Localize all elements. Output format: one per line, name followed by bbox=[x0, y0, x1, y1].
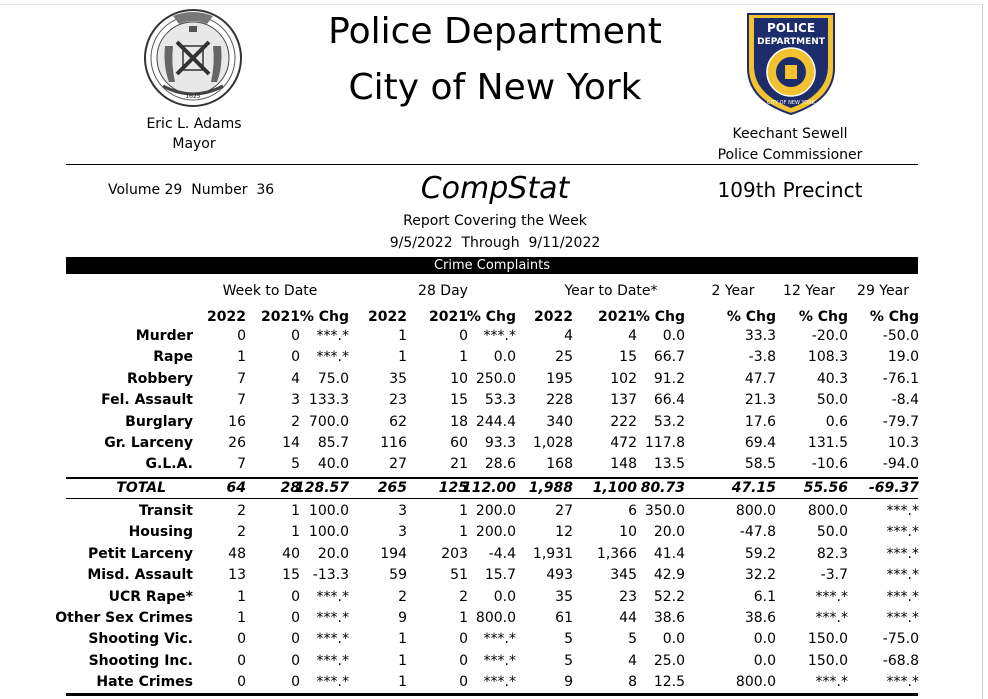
table-cell: 1 bbox=[237, 349, 246, 366]
table-cell: 3 bbox=[398, 524, 407, 541]
table-cell: 1,931 bbox=[532, 545, 573, 562]
table-cell: 100.0 bbox=[308, 524, 349, 541]
table-cell: 55.56 bbox=[803, 480, 848, 496]
group-header-ytd: Year to Date* bbox=[564, 283, 658, 299]
table-cell: 85.7 bbox=[317, 435, 349, 451]
table-cell: 108.3 bbox=[807, 349, 848, 366]
row-label: Petit Larceny bbox=[88, 545, 193, 562]
table-cell: ***.* bbox=[815, 610, 848, 626]
table-cell: 15 bbox=[619, 349, 637, 366]
table-cell: -79.7 bbox=[882, 413, 919, 430]
table-cell: ***.* bbox=[815, 588, 848, 605]
column-header: 2022 bbox=[368, 309, 407, 325]
table-cell: 91.2 bbox=[653, 370, 685, 387]
row-label: Shooting Inc. bbox=[88, 652, 193, 669]
table-cell: 0 bbox=[459, 674, 468, 691]
group-header-12year: 12 Year bbox=[783, 283, 835, 299]
page-title-line1: Police Department bbox=[328, 11, 662, 52]
table-cell: 26 bbox=[228, 435, 246, 451]
table-cell: 52.2 bbox=[653, 588, 685, 605]
table-cell: ***.* bbox=[316, 610, 349, 626]
table-cell: 800.0 bbox=[735, 503, 776, 519]
table-cell: 1 bbox=[459, 524, 468, 541]
table-cell: 800.0 bbox=[807, 503, 848, 519]
table-cell: 58.5 bbox=[744, 456, 776, 473]
table-cell: 116 bbox=[380, 435, 407, 451]
table-cell: -3.7 bbox=[820, 567, 848, 584]
table-cell: 472 bbox=[610, 435, 637, 451]
table-cell: 1 bbox=[459, 610, 468, 626]
row-label: Fel. Assault bbox=[101, 392, 193, 409]
table-cell: 5 bbox=[564, 631, 573, 648]
group-header-29year: 29 Year bbox=[857, 283, 909, 299]
table-cell: 28.6 bbox=[484, 456, 516, 473]
table-cell: 82.3 bbox=[816, 545, 848, 562]
table-cell: -68.8 bbox=[882, 652, 919, 669]
table-cell: 0 bbox=[237, 652, 246, 669]
table-cell: 0.0 bbox=[493, 349, 516, 366]
table-cell: 10.3 bbox=[887, 435, 919, 451]
group-header-2year: 2 Year bbox=[711, 283, 755, 299]
table-cell: 203 bbox=[441, 545, 468, 562]
table-cell: 137 bbox=[610, 392, 637, 409]
table-cell: 40.3 bbox=[816, 370, 848, 387]
table-cell: 15.7 bbox=[484, 567, 516, 584]
table-cell: 44 bbox=[619, 610, 637, 626]
column-header: 2021 bbox=[429, 309, 468, 325]
table-cell: 0 bbox=[291, 328, 300, 344]
table-cell: 32.2 bbox=[744, 567, 776, 584]
group-header-week: Week to Date bbox=[222, 283, 318, 299]
table-cell: 17.6 bbox=[744, 413, 776, 430]
table-cell: 112.00 bbox=[461, 480, 516, 496]
table-cell: ***.* bbox=[316, 652, 349, 669]
column-header: % Chg bbox=[798, 309, 848, 325]
table-cell: 5 bbox=[628, 631, 637, 648]
table-cell: 150.0 bbox=[807, 652, 848, 669]
table-cell: 1 bbox=[398, 631, 407, 648]
police-badge-logo bbox=[742, 8, 840, 118]
table-cell: 2 bbox=[398, 588, 407, 605]
table-cell: 93.3 bbox=[484, 435, 516, 451]
table-cell: 0.0 bbox=[662, 328, 685, 344]
table-cell: ***.* bbox=[886, 674, 919, 691]
table-cell: 23 bbox=[619, 588, 637, 605]
row-label: Burglary bbox=[125, 413, 193, 430]
table-cell: 5 bbox=[291, 456, 300, 473]
table-cell: 64 bbox=[226, 480, 246, 496]
table-cell: 0 bbox=[291, 652, 300, 669]
row-label: Transit bbox=[138, 503, 193, 519]
table-cell: -13.3 bbox=[312, 567, 349, 584]
precinct-name: 109th Precinct bbox=[717, 178, 863, 202]
table-cell: 200.0 bbox=[475, 524, 516, 541]
table-cell: 25 bbox=[555, 349, 573, 366]
table-cell: 4 bbox=[291, 370, 300, 387]
table-cell: 3 bbox=[291, 392, 300, 409]
row-label: Hate Crimes bbox=[96, 674, 193, 691]
table-cell: 102 bbox=[610, 370, 637, 387]
row-label: Other Sex Crimes bbox=[55, 610, 193, 626]
commissioner-name: Keechant Sewell bbox=[732, 126, 848, 142]
row-label: TOTAL bbox=[116, 480, 166, 496]
table-cell: 117.8 bbox=[644, 435, 685, 451]
table-cell: 59 bbox=[389, 567, 407, 584]
table-cell: -3.8 bbox=[748, 349, 776, 366]
table-cell: 700.0 bbox=[308, 413, 349, 430]
table-cell: 244.4 bbox=[475, 413, 516, 430]
table-cell: 4 bbox=[628, 652, 637, 669]
badge-text-mid: DEPARTMENT bbox=[757, 37, 825, 47]
table-cell: 2 bbox=[237, 524, 246, 541]
table-cell: 20.0 bbox=[317, 545, 349, 562]
column-header: % Chg bbox=[869, 309, 919, 325]
table-cell: 1,028 bbox=[532, 435, 573, 451]
table-cell: 61 bbox=[555, 610, 573, 626]
table-cell: 195 bbox=[546, 370, 573, 387]
table-cell: -75.0 bbox=[882, 631, 919, 648]
table-cell: 1 bbox=[398, 328, 407, 344]
table-cell: 222 bbox=[610, 413, 637, 430]
table-cell: 23 bbox=[389, 392, 407, 409]
table-cell: 4 bbox=[628, 328, 637, 344]
report-dates: 9/5/2022 Through 9/11/2022 bbox=[389, 235, 601, 251]
table-cell: 1 bbox=[398, 349, 407, 366]
table-cell: 800.0 bbox=[735, 674, 776, 691]
table-cell: 250.0 bbox=[475, 370, 516, 387]
commissioner-title: Police Commissioner bbox=[717, 147, 863, 163]
table-cell: 1 bbox=[237, 610, 246, 626]
group-header-28day: 28 Day bbox=[418, 283, 468, 299]
table-cell: 148 bbox=[610, 456, 637, 473]
table-cell: 0 bbox=[291, 588, 300, 605]
table-cell: 28 bbox=[280, 480, 300, 496]
table-cell: ***.* bbox=[483, 328, 516, 344]
table-cell: 41.4 bbox=[653, 545, 685, 562]
table-cell: 35 bbox=[555, 588, 573, 605]
table-cell: 100.0 bbox=[308, 503, 349, 519]
table-cell: 1 bbox=[398, 674, 407, 691]
table-cell: 133.3 bbox=[308, 392, 349, 409]
table-cell: 194 bbox=[380, 545, 407, 562]
table-cell: 1 bbox=[459, 503, 468, 519]
table-cell: 1 bbox=[459, 349, 468, 366]
table-cell: 69.4 bbox=[744, 435, 776, 451]
table-cell: 38.6 bbox=[744, 610, 776, 626]
table-cell: ***.* bbox=[316, 328, 349, 344]
table-cell: ***.* bbox=[886, 567, 919, 584]
table-cell: 9 bbox=[398, 610, 407, 626]
table-cell: 1 bbox=[237, 588, 246, 605]
table-cell: ***.* bbox=[316, 631, 349, 648]
table-cell: 493 bbox=[546, 567, 573, 584]
city-seal-logo bbox=[143, 6, 243, 110]
table-cell: -10.6 bbox=[811, 456, 848, 473]
table-cell: 33.3 bbox=[744, 328, 776, 344]
table-cell: 66.4 bbox=[653, 392, 685, 409]
total-rule-bottom bbox=[66, 498, 918, 499]
column-header: 2022 bbox=[534, 309, 573, 325]
table-cell: 35 bbox=[389, 370, 407, 387]
table-cell: 150.0 bbox=[807, 631, 848, 648]
page-edge-top bbox=[0, 4, 983, 5]
page-edge-right bbox=[982, 4, 983, 699]
table-cell: ***.* bbox=[886, 503, 919, 519]
table-cell: 59.2 bbox=[744, 545, 776, 562]
table-cell: 80.73 bbox=[640, 480, 685, 496]
table-cell: 15 bbox=[282, 567, 300, 584]
table-cell: 2 bbox=[237, 503, 246, 519]
table-cell: 0.6 bbox=[825, 413, 848, 430]
table-cell: ***.* bbox=[886, 610, 919, 626]
table-cell: 16 bbox=[228, 413, 246, 430]
table-cell: 0.0 bbox=[753, 652, 776, 669]
table-cell: ***.* bbox=[815, 674, 848, 691]
row-label: Housing bbox=[128, 524, 193, 541]
table-cell: 62 bbox=[389, 413, 407, 430]
table-cell: 21.3 bbox=[744, 392, 776, 409]
table-cell: 265 bbox=[377, 480, 407, 496]
table-cell: -4.4 bbox=[488, 545, 516, 562]
table-cell: 51 bbox=[450, 567, 468, 584]
table-cell: 0 bbox=[291, 349, 300, 366]
table-cell: -76.1 bbox=[882, 370, 919, 387]
table-cell: 15 bbox=[450, 392, 468, 409]
table-cell: 8 bbox=[628, 674, 637, 691]
table-cell: 1 bbox=[291, 524, 300, 541]
table-cell: 60 bbox=[450, 435, 468, 451]
table-cell: 38.6 bbox=[653, 610, 685, 626]
table-cell: 13 bbox=[228, 567, 246, 584]
table-cell: ***.* bbox=[316, 349, 349, 366]
table-cell: 1 bbox=[291, 503, 300, 519]
table-cell: 168 bbox=[546, 456, 573, 473]
table-cell: 75.0 bbox=[317, 370, 349, 387]
column-header: % Chg bbox=[466, 309, 516, 325]
table-cell: 47.15 bbox=[731, 480, 776, 496]
column-header: % Chg bbox=[726, 309, 776, 325]
row-label: Gr. Larceny bbox=[104, 435, 193, 451]
header-divider bbox=[66, 164, 918, 165]
seal-year: 1625 bbox=[185, 93, 201, 100]
table-cell: 131.5 bbox=[807, 435, 848, 451]
volume-number: Volume 29 Number 36 bbox=[108, 182, 275, 198]
table-cell: 6 bbox=[628, 503, 637, 519]
badge-text-ring: CITY OF NEW YORK bbox=[767, 100, 815, 106]
column-header: 2021 bbox=[261, 309, 300, 325]
table-cell: 0.0 bbox=[662, 631, 685, 648]
table-cell: 9 bbox=[564, 674, 573, 691]
table-cell: 7 bbox=[237, 392, 246, 409]
table-cell: 12 bbox=[555, 524, 573, 541]
table-cell: 18 bbox=[450, 413, 468, 430]
table-cell: 340 bbox=[546, 413, 573, 430]
table-cell: 13.5 bbox=[653, 456, 685, 473]
table-cell: 40.0 bbox=[317, 456, 349, 473]
table-cell: ***.* bbox=[483, 652, 516, 669]
table-cell: 10 bbox=[450, 370, 468, 387]
column-header: % Chg bbox=[635, 309, 685, 325]
table-cell: 48 bbox=[228, 545, 246, 562]
table-cell: 10 bbox=[619, 524, 637, 541]
column-header: 2021 bbox=[598, 309, 637, 325]
table-cell: 50.0 bbox=[816, 392, 848, 409]
table-cell: 0 bbox=[291, 674, 300, 691]
table-cell: 0 bbox=[291, 631, 300, 648]
mayor-name: Eric L. Adams bbox=[146, 116, 242, 132]
table-cell: ***.* bbox=[886, 545, 919, 562]
report-name: CompStat bbox=[420, 171, 570, 206]
table-cell: 0 bbox=[237, 674, 246, 691]
table-cell: 0 bbox=[237, 328, 246, 344]
table-cell: 20.0 bbox=[653, 524, 685, 541]
table-cell: 0.0 bbox=[753, 631, 776, 648]
table-cell: 47.7 bbox=[744, 370, 776, 387]
table-cell: 0 bbox=[459, 631, 468, 648]
table-cell: 1,100 bbox=[592, 480, 637, 496]
table-cell: -94.0 bbox=[882, 456, 919, 473]
table-cell: 0.0 bbox=[493, 588, 516, 605]
report-covering: Report Covering the Week bbox=[403, 213, 587, 229]
table-cell: ***.* bbox=[886, 524, 919, 541]
table-cell: 50.0 bbox=[816, 524, 848, 541]
row-label: Robbery bbox=[127, 370, 193, 387]
table-cell: 5 bbox=[564, 652, 573, 669]
table-cell: 0 bbox=[459, 652, 468, 669]
total-rule-top bbox=[66, 477, 918, 479]
table-cell: 1 bbox=[398, 652, 407, 669]
table-cell: ***.* bbox=[886, 588, 919, 605]
row-label: G.L.A. bbox=[145, 456, 193, 473]
table-cell: 800.0 bbox=[475, 610, 516, 626]
table-cell: 27 bbox=[555, 503, 573, 519]
table-cell: -47.8 bbox=[739, 524, 776, 541]
table-cell: 0 bbox=[291, 610, 300, 626]
column-header: % Chg bbox=[299, 309, 349, 325]
table-cell: ***.* bbox=[483, 631, 516, 648]
table-cell: -69.37 bbox=[868, 480, 919, 496]
mayor-title: Mayor bbox=[172, 136, 216, 152]
column-header: 2022 bbox=[207, 309, 246, 325]
table-cell: 2 bbox=[459, 588, 468, 605]
table-cell: -50.0 bbox=[882, 328, 919, 344]
table-cell: 350.0 bbox=[644, 503, 685, 519]
table-cell: 19.0 bbox=[887, 349, 919, 366]
table-cell: 0 bbox=[237, 631, 246, 648]
table-cell: -20.0 bbox=[811, 328, 848, 344]
table-cell: 125 bbox=[438, 480, 468, 496]
table-cell: 27 bbox=[389, 456, 407, 473]
table-cell: 0 bbox=[459, 328, 468, 344]
table-cell: 7 bbox=[237, 370, 246, 387]
table-cell: 66.7 bbox=[653, 349, 685, 366]
badge-text-top: POLICE bbox=[766, 21, 816, 35]
table-cell: 42.9 bbox=[653, 567, 685, 584]
table-cell: 228 bbox=[546, 392, 573, 409]
table-cell: 12.5 bbox=[653, 674, 685, 691]
table-cell: 21 bbox=[450, 456, 468, 473]
row-label: Shooting Vic. bbox=[88, 631, 193, 648]
table-bottom-rule bbox=[66, 693, 918, 696]
table-cell: 200.0 bbox=[475, 503, 516, 519]
table-cell: 53.3 bbox=[484, 392, 516, 409]
table-cell: -8.4 bbox=[891, 392, 919, 409]
table-cell: 128.57 bbox=[294, 480, 349, 496]
table-cell: 1,988 bbox=[528, 480, 573, 496]
row-label: Rape bbox=[153, 349, 193, 366]
table-cell: 3 bbox=[398, 503, 407, 519]
table-cell: 14 bbox=[282, 435, 300, 451]
table-cell: 7 bbox=[237, 456, 246, 473]
table-cell: 345 bbox=[610, 567, 637, 584]
table-cell: 2 bbox=[291, 413, 300, 430]
row-label: Misd. Assault bbox=[87, 567, 193, 584]
table-cell: ***.* bbox=[316, 588, 349, 605]
table-cell: 53.2 bbox=[653, 413, 685, 430]
row-label: Murder bbox=[135, 328, 193, 344]
table-cell: ***.* bbox=[316, 674, 349, 691]
table-cell: 40 bbox=[282, 545, 300, 562]
table-cell: ***.* bbox=[483, 674, 516, 691]
section-banner: Crime Complaints bbox=[66, 257, 918, 274]
table-cell: 6.1 bbox=[753, 588, 776, 605]
page-title-line2: City of New York bbox=[348, 67, 642, 108]
table-cell: 25.0 bbox=[653, 652, 685, 669]
table-cell: 1,366 bbox=[596, 545, 637, 562]
table-cell: 4 bbox=[564, 328, 573, 344]
row-label: UCR Rape* bbox=[108, 588, 193, 605]
